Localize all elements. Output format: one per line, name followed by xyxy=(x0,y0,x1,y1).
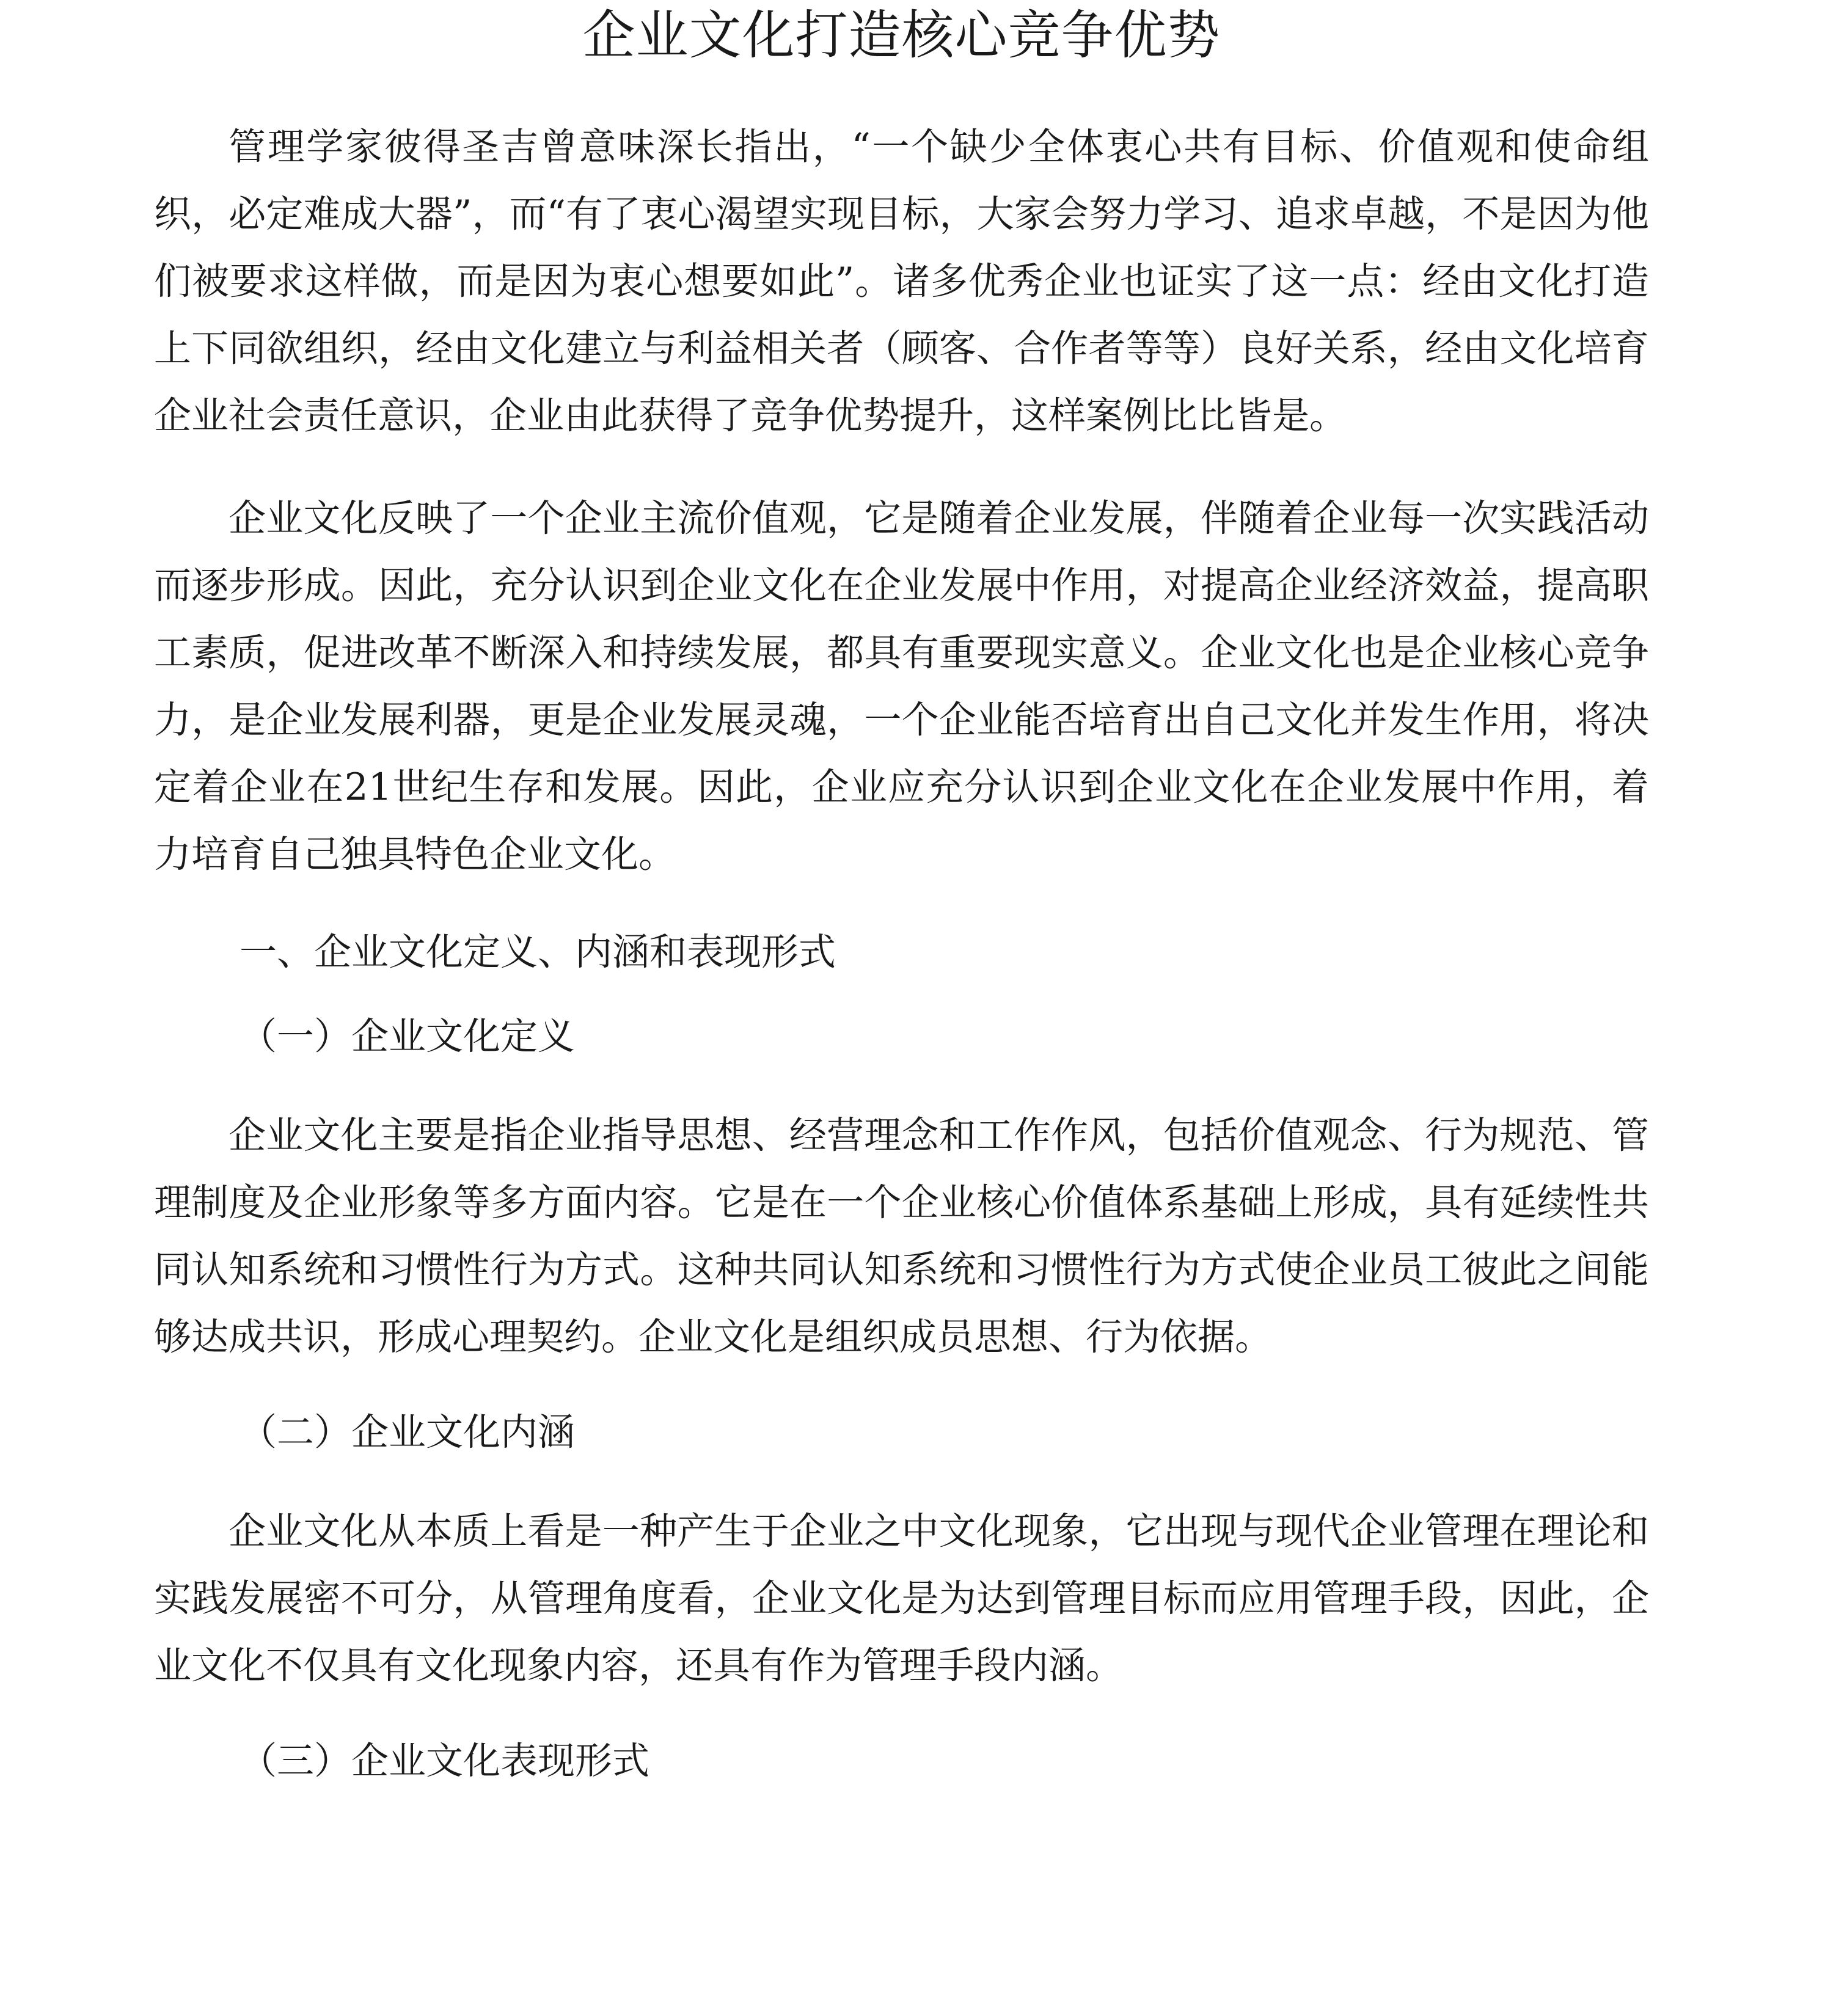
subsection-heading-connotation: （二）企业文化内涵 xyxy=(240,1411,576,1454)
document-title: 企业文化打造核心竞争优势 xyxy=(582,5,1221,66)
paragraph-definition: 企业文化主要是指企业指导思想、经营理念和工作作风，包括价值观念、行为规范、管理制度及企业形象等多方面内容。它是在一个企业核心价值体系基础上形成，具有延续性共同认知系统和习惯性行为方式。这种共同认知系统和习惯性行为方式使企业员工彼此之间能够达成共识，形成心理契约。企业文化是组织成员思想、行为依据。 xyxy=(154,1114,1649,1359)
paragraph-connotation: 企业文化从本质上看是一种产生于企业之中文化现象，它出现与现代企业管理在理论和实践发展密不可分，从管理角度看，企业文化是为达到管理目标而应用管理手段，因此，企业文化不仅具有文化现象内容，还具有作为管理手段内涵。 xyxy=(154,1510,1649,1687)
section-heading-definition-connotation-forms: 一、企业文化定义、内涵和表现形式 xyxy=(240,930,836,974)
subsection-heading-forms: （三）企业文化表现形式 xyxy=(240,1739,650,1783)
paragraph-intro: 管理学家彼得圣吉曾意味深长指出，“一个缺少全体衷心共有目标、价值观和使命组织，必定难成大器”，而“有了衷心渴望实现目标，大家会努力学习、追求卓越，不是因为他们被要求这样做，而是因为衷心想要如此”。诸多优秀企业也证实了这一点：经由文化打造上下同欲组织，经由文化建立与利益相关者（顾客、合作者等等）良好关系，经由文化培育企业社会责任意识，企业由此获得了竞争优势提升，这样案例比比皆是。 xyxy=(154,125,1649,437)
subsection-heading-definition: （一）企业文化定义 xyxy=(240,1015,576,1058)
paragraph-culture-value: 企业文化反映了一个企业主流价值观，它是随着企业发展，伴随着企业每一次实践活动而逐步形成。因此，充分认识到企业文化在企业发展中作用，对提高企业经济效益，提高职工素质，促进改革不断深入和持续发展，都具有重要现实意义。企业文化也是企业核心竞争力，是企业发展利器，更是企业发展灵魂，一个企业能否培育出自己文化并发生作用，将决定着企业在21世纪生存和发展。因此，企业应充分认识到企业文化在企业发展中作用，着力培育自己独具特色企业文化。 xyxy=(154,497,1649,876)
